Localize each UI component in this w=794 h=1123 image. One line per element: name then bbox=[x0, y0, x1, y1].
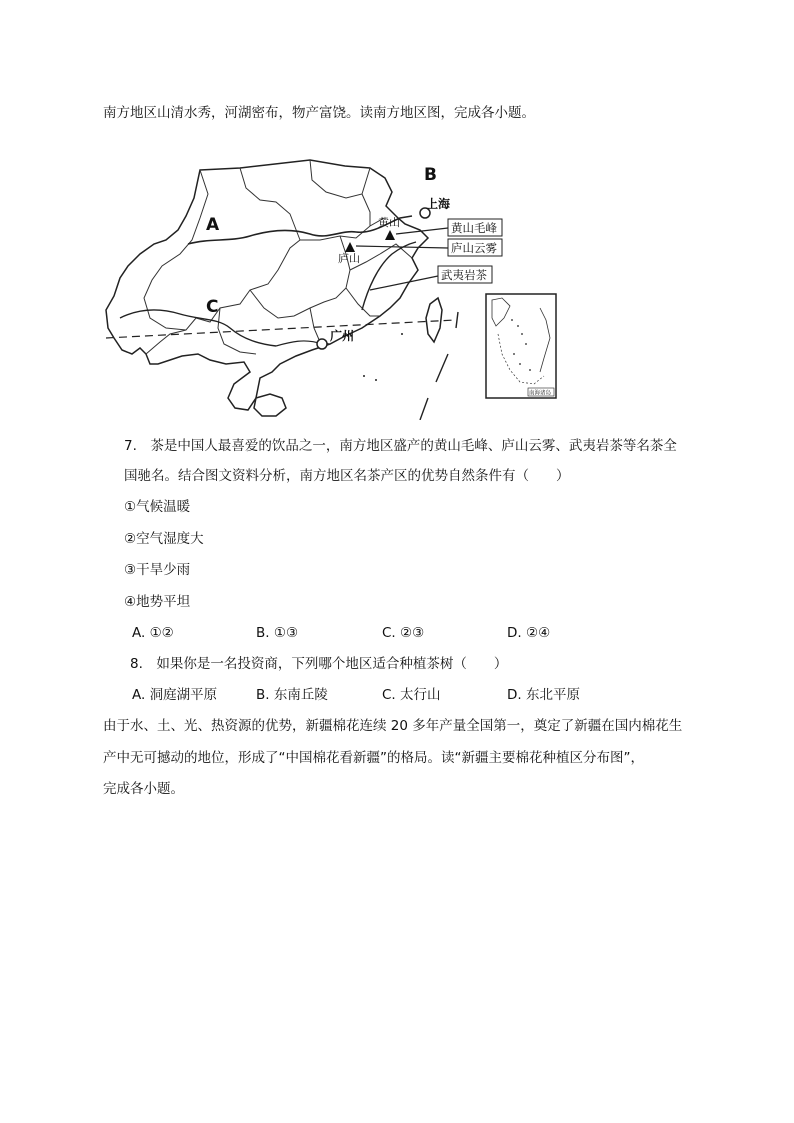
q7-option-b[interactable]: B. ①③ bbox=[256, 625, 299, 641]
tea-label-lushan-yunwu: 庐山云雾 bbox=[451, 241, 497, 255]
intro2-line1: 由于水、土、光、热资源的优势，新疆棉花连续 20 多年产量全国第一，奠定了新疆在国内棉花生 bbox=[103, 718, 683, 734]
q8-option-b[interactable]: B. 东南丘陵 bbox=[256, 687, 328, 703]
region-label-c: C bbox=[206, 297, 219, 317]
place-label-huangshan: 黄山 bbox=[378, 216, 400, 229]
q8-stem: 8. 如果你是一名投资商，下列哪个地区适合种植茶树（ ） bbox=[130, 656, 508, 672]
q7-option-c[interactable]: C. ②③ bbox=[382, 625, 425, 641]
q7-statement-2: ②空气湿度大 bbox=[124, 531, 204, 547]
intro-text: 南方地区山清水秀，河湖密布，物产富饶。读南方地区图，完成各小题。 bbox=[103, 105, 535, 121]
inset-caption: 南海诸岛 bbox=[529, 390, 552, 397]
southern-china-map bbox=[100, 158, 562, 420]
inset-island-dot bbox=[513, 353, 515, 355]
inset-island-dot bbox=[519, 363, 521, 365]
q7-option-a[interactable]: A. ①② bbox=[132, 625, 174, 641]
island-dot bbox=[375, 379, 377, 381]
q8-option-c[interactable]: C. 太行山 bbox=[382, 687, 441, 703]
place-label-shanghai: 上海 bbox=[426, 197, 451, 211]
sea-boundary-mark bbox=[456, 312, 458, 328]
sea-boundary-mark bbox=[436, 354, 448, 382]
sea-boundary-mark bbox=[420, 398, 428, 420]
q7-stem-line1: 7. 茶是中国人最喜爱的饮品之一，南方地区盛产的黄山毛峰、庐山云雾、武夷岩茶等名茶全 bbox=[124, 438, 677, 454]
q7-statement-3: ③干旱少雨 bbox=[124, 562, 191, 578]
inset-island-dot bbox=[529, 369, 531, 371]
hainan-island bbox=[254, 394, 286, 416]
inset-island-dot bbox=[511, 319, 513, 321]
region-label-b: B bbox=[424, 165, 437, 185]
tea-label-wuyi-yancha: 武夷岩茶 bbox=[441, 268, 487, 282]
q7-statement-1: ①气候温暖 bbox=[124, 499, 191, 515]
inset-island-dot bbox=[521, 333, 523, 335]
q7-option-d[interactable]: D. ②④ bbox=[507, 625, 551, 641]
intro2-line2: 产中无可撼动的地位，形成了“中国棉花看新疆”的格局。读“新疆主要棉花种植区分布图”， bbox=[103, 750, 644, 766]
place-label-lushan: 庐山 bbox=[338, 252, 360, 265]
q7-statement-4: ④地势平坦 bbox=[124, 594, 191, 610]
q8-option-a[interactable]: A. 洞庭湖平原 bbox=[132, 687, 218, 703]
guangzhou-marker bbox=[317, 339, 327, 349]
taiwan-island bbox=[426, 298, 442, 342]
inset-island-dot bbox=[517, 325, 519, 327]
island-dot bbox=[401, 333, 403, 335]
inset-island-dot bbox=[525, 343, 527, 345]
intro2-line3: 完成各小题。 bbox=[103, 781, 184, 797]
q8-option-d[interactable]: D. 东北平原 bbox=[507, 687, 580, 703]
q7-stem-line2: 国驰名。结合图文资料分析，南方地区名茶产区的优势自然条件有（ ） bbox=[124, 468, 570, 484]
region-label-a: A bbox=[206, 215, 220, 235]
tea-label-huangshan-maofeng: 黄山毛峰 bbox=[451, 221, 497, 235]
place-label-guangzhou: 广州 bbox=[330, 329, 355, 343]
south-china-sea-inset bbox=[486, 294, 556, 398]
island-dot bbox=[363, 375, 365, 377]
mainland-outline bbox=[106, 160, 428, 410]
